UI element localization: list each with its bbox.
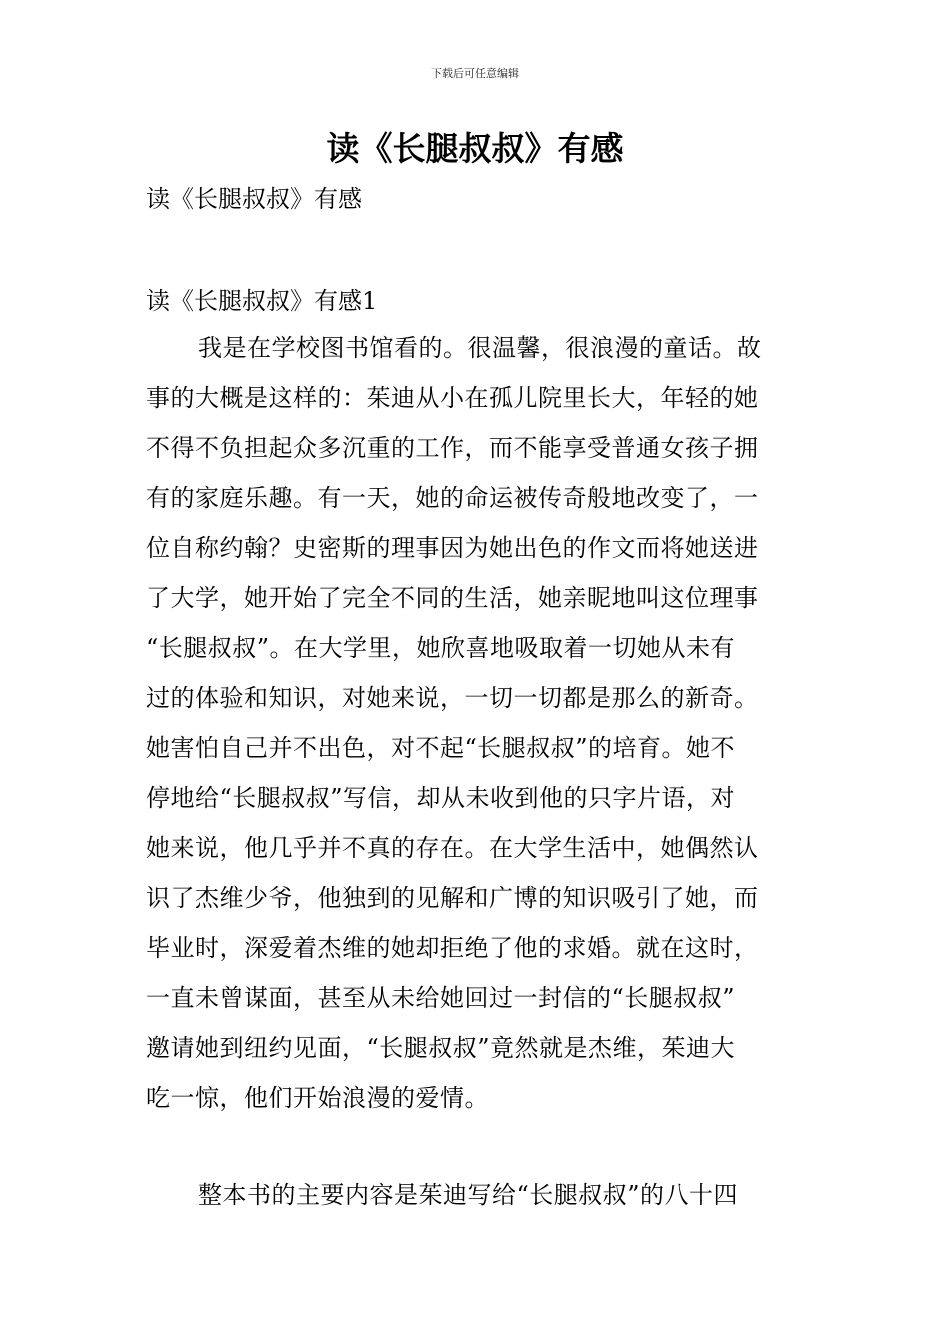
paragraph-1 — [146, 323, 808, 1123]
paragraph-line: 不得不负担起众多沉重的工作，而不能享受普通女孩子拥 — [146, 434, 759, 462]
paragraph-line: 整本书的主要内容是茱迪写给“长腿叔叔”的八十四 — [198, 1181, 739, 1209]
paragraph-2 — [146, 1170, 808, 1220]
paragraph-line: 我是在学校图书馆看的。很温馨，很浪漫的童话。故 — [198, 334, 762, 362]
paragraph-line: 一直未曾谋面，甚至从未给她回过一封信的“长腿叔叔” — [146, 984, 736, 1012]
header-note: 下载后可任意编辑 — [431, 67, 519, 80]
paragraph-line: 停地给“长腿叔叔”写信，却从未收到他的只字片语，对 — [146, 784, 736, 812]
paragraph-line: 过的体验和知识，对她来说，一切一切都是那么的新奇。 — [146, 684, 759, 712]
paragraph-line: 有的家庭乐趣。有一天，她的命运被传奇般地改变了，一 — [146, 484, 759, 512]
paragraph-line: 位自称约翰？史密斯的理事因为她出色的作文而将她送进 — [146, 534, 759, 562]
paragraph-line: “长腿叔叔”。在大学里，她欣喜地吸取着一切她从未有 — [146, 634, 736, 662]
document-title: 读《长腿叔叔》有感 — [326, 129, 624, 168]
paragraph-line: 她来说，他几乎并不真的存在。在大学生活中，她偶然认 — [146, 834, 759, 862]
paragraph-line: 识了杰维少爷，他独到的见解和广博的知识吸引了她，而 — [146, 884, 759, 912]
paragraph-line: 吃一惊，他们开始浪漫的爱情。 — [146, 1084, 489, 1112]
paragraph-line: 她害怕自己并不出色，对不起“长腿叔叔”的培育。她不 — [146, 734, 736, 762]
section-title: 读《长腿叔叔》有感1 — [146, 287, 378, 315]
paragraph-line: 毕业时，深爱着杰维的她却拒绝了他的求婚。就在这时， — [146, 934, 759, 962]
paragraph-line: 事的大概是这样的：茱迪从小在孤儿院里长大，年轻的她 — [146, 384, 759, 412]
document-subtitle: 读《长腿叔叔》有感 — [146, 185, 362, 213]
paragraph-line: 邀请她到纽约见面，“长腿叔叔”竟然就是杰维，茱迪大 — [146, 1034, 736, 1062]
paragraph-line: 了大学，她开始了完全不同的生活，她亲昵地叫这位理事 — [146, 584, 759, 612]
